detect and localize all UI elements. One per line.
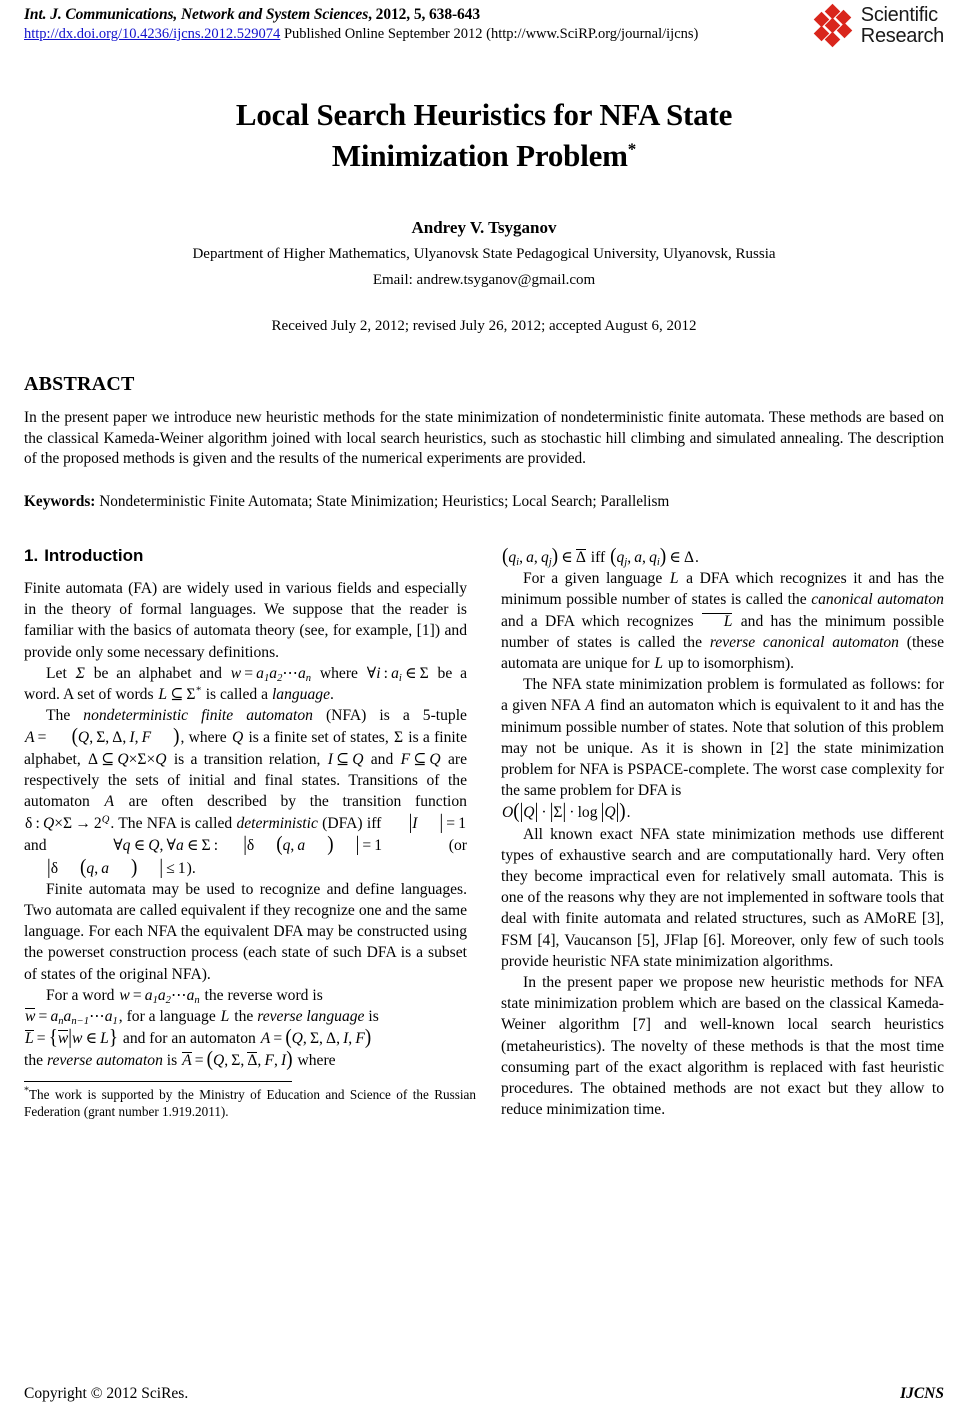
- paragraph-reverse-word: [24, 985, 467, 1006]
- title-line-2-text: Minimization Problem: [331, 138, 628, 173]
- txt: .: [330, 686, 334, 704]
- abstract-heading: ABSTRACT: [24, 373, 135, 395]
- txt: the: [230, 1008, 258, 1026]
- term-deterministic: deterministic: [236, 815, 318, 833]
- math-reverse-word: $w = a_na_{n-1}\cdots a_1$: [25, 1008, 118, 1028]
- term-reverse-automaton: reverse automaton: [46, 1052, 163, 1070]
- txt: is: [162, 1052, 182, 1070]
- txt: . The NFA is called: [110, 815, 237, 833]
- journal-abbreviation: IJCNS: [900, 1385, 944, 1402]
- math-word-w-2: $w = a_1a_2\cdots a_n$: [119, 986, 200, 1006]
- footnote-rule: [24, 1081, 292, 1082]
- txt: and: [24, 837, 113, 855]
- txt: where: [312, 664, 366, 682]
- term-nfa: nondeterministic finite automaton: [83, 707, 313, 725]
- journal-volume-pages: , 2012, 5, 638-643: [368, 6, 480, 23]
- section-1-title: Introduction: [44, 546, 144, 565]
- txt: is called a: [201, 686, 272, 704]
- txt: are respectively the sets of initial and final states. Transitions of the automaton: [24, 750, 467, 811]
- submission-dates: Received July 2, 2012; revised July 26, 2012; accepted August 6, 2012: [271, 318, 697, 334]
- txt: find an automaton which is equivalent to it and has the minimum possible number of states. Note that solution of this problem may not be unique. As it is shown in [2] the state minimization problem for NFA is PSPACE-complete. The worst case complexity for the same problem for DFA is: [501, 697, 945, 800]
- paragraph-reverse-automaton: [24, 1049, 467, 1071]
- math-L: L: [220, 1008, 230, 1026]
- math-sigma-2: Σ: [393, 729, 404, 747]
- keywords-text: Nondeterministic Finite Automata; State Minimization; Heuristics; Local Search; Parallelism: [95, 492, 670, 510]
- paragraph-reverse-lang: [24, 1006, 467, 1027]
- txt: (these automata are unique for: [501, 633, 944, 673]
- math-delta-subset: Δ ⊆ Q×Σ×Q: [88, 750, 167, 768]
- math-triple-in-reverse-delta: ($q_i$, a, $q_j$) ∈ Δ: [502, 544, 586, 569]
- author-name: Andrey V. Tsyganov: [411, 218, 557, 237]
- math-transition-function: δ : $Q\times\Sigma \to 2^Q$: [25, 814, 110, 833]
- journal-name: Int. J. Communications, Network and System Sciences: [24, 6, 369, 23]
- paragraph-equivalence: Finite automata may be used to recognize and define languages. Two automata are called equivalent if they recognize one and the same language. For each NFA the equivalent DFA may be constructed using the powerset construction process (each state of such DFA is a subset of states of the original NFA).: [24, 880, 467, 983]
- keywords-label: Keywords:: [24, 492, 96, 510]
- math-L-2: L: [669, 570, 679, 588]
- doi-line: [24, 26, 854, 43]
- running-head: [24, 6, 944, 52]
- txt: be a word. A set of words: [24, 664, 467, 704]
- txt: .: [626, 804, 631, 822]
- paragraph-complexity: [501, 801, 944, 823]
- txt: and a DFA which recognizes: [501, 612, 701, 630]
- math-Q: Q: [231, 729, 244, 747]
- paragraph-alphabet-def: [24, 663, 467, 705]
- txt: up to isomorphism).: [664, 655, 795, 673]
- running-head-text: [24, 6, 854, 43]
- math-reverse-automaton-tuple: A = (Q, Σ, Δ, F, I): [182, 1048, 293, 1072]
- txt: and has the minimum possible number of states is called the: [501, 612, 944, 651]
- txt: , where: [180, 729, 231, 747]
- logo-line-1: Scientific: [860, 4, 938, 26]
- term-language: language: [271, 686, 330, 704]
- paragraph-problem-statement: [501, 674, 944, 801]
- txt: where: [293, 1052, 336, 1070]
- title-line-1: Local Search Heuristics for NFA State: [235, 97, 733, 132]
- term-reverse-language: reverse language: [257, 1008, 365, 1026]
- txt: The: [46, 707, 84, 725]
- txt: For a given language: [523, 570, 669, 588]
- math-sigma: Σ: [75, 664, 85, 682]
- txt: ).: [186, 859, 196, 877]
- math-big-O-complexity: O(|Q| · |Σ| · log |Q|): [502, 800, 626, 824]
- paragraph-contribution: In the present paper we propose new heuristic methods for NFA state minimization problem which are based on the classical Kameda-Weiner algorithm [7] and well-known local search heuristics (metaheuristics). The novelty of these methods is that the most time consuming part of the exact algorithm is replaced with fast heuristic procedures. The obtained methods are not exact but they allow to reduce minimization time.: [501, 974, 944, 1119]
- math-tuple-A: A = (Q, Σ, Δ, I, F ): [25, 725, 180, 749]
- paragraph-exact-methods: All known exact NFA state minimization methods use different types of exhaustive search and are computationally hard. Very often they become impractical even for relatively small automata. This is one of the reasons why they are not implemented in software tools that deal with finite automata and related structures, such as AMoRE [3], FSM [4], Vaucanson [5], JFlap [6]. Moreover, only few of such tools provide heuristic NFA state minimization algorithms.: [501, 825, 944, 970]
- txt: (or: [383, 837, 467, 855]
- txt: the reverse word is: [200, 986, 323, 1004]
- page-footer: [24, 1385, 944, 1403]
- column-left: [24, 546, 476, 1120]
- math-forall-q-a: ∀q ∈ Q, ∀a ∈ Σ : |δ (q, a ) | = 1: [113, 833, 383, 857]
- abstract-text: In the present paper we introduce new heuristic methods for the state minimization of nondeterministic finite automata. These methods are based on the classical Kameda-Weiner algorithm joined with local search heuristics, such as stochastic hill climbing and simulated annealing. The description of the proposed methods is given and the results of the numerical experiments are provided.: [24, 409, 944, 467]
- section-1-number: 1.: [24, 546, 39, 565]
- journal-citation-line: [24, 6, 854, 24]
- paper-title: [24, 94, 944, 176]
- title-footnote-marker: *: [627, 139, 637, 159]
- txt: iff: [586, 549, 610, 566]
- footnote-body: The work is supported by the Ministry of Education and Science of the Russian Federation (grant number 1.919.2011).: [24, 1087, 476, 1120]
- txt: be an alphabet and: [85, 664, 230, 682]
- txt: the: [24, 1052, 47, 1070]
- scirp-diamond-icon: [811, 4, 857, 48]
- math-A: A: [104, 793, 115, 811]
- paragraph-intro-1: Finite automata (FA) are widely used in various fields and especially in the theory of formal languages. We suppose that the reader is familiar with the basics of automata theory (see, for example, [1]) and provide only some necessary definitions.: [24, 580, 467, 661]
- keywords-line: [24, 492, 944, 513]
- txt: is a finite set of states,: [244, 729, 393, 747]
- math-language-subset: L ⊆ Σ*: [158, 685, 201, 704]
- txt: , for a language: [118, 1008, 220, 1026]
- math-card-I-eq-1: |I | = 1: [408, 810, 466, 834]
- title-line-2: [24, 135, 944, 176]
- txt: .: [694, 549, 699, 566]
- math-reverse-language-set: L = {w|w ∈ L}: [25, 1025, 118, 1050]
- math-I-subset-Q: I ⊆ Q: [327, 750, 364, 768]
- txt: is a finite alphabet,: [24, 729, 467, 768]
- math-automaton-A-tuple: A = (Q, Σ, Δ, I, F): [260, 1025, 372, 1050]
- txt: (NFA) is a 5-tuple: [312, 707, 467, 725]
- footnote-text: [24, 1086, 476, 1120]
- author-email: Email: andrew.tsyganov@gmail.com: [372, 272, 596, 288]
- logo-wordmark: [861, 5, 944, 47]
- body-columns: [24, 546, 944, 1120]
- txt: (DFA) iff: [317, 815, 386, 833]
- math-card-delta-le-1: |δ (q, a ) | ≤ 1: [47, 855, 186, 879]
- txt: The NFA state minimization problem is formulated as follows: for a given NFA: [501, 676, 944, 715]
- txt: and for an automaton: [119, 1030, 260, 1048]
- footnote-block: [24, 1081, 476, 1120]
- doi-link[interactable]: http://dx.doi.org/10.4236/ijcns.2012.529074: [24, 26, 281, 42]
- paragraph-reverse-lang-def: [24, 1027, 467, 1049]
- txt: and: [364, 750, 400, 768]
- published-online-text: Published Online September 2012 (http://www.SciRP.org/journal/ijcns): [280, 26, 699, 42]
- txt: Let: [46, 664, 75, 682]
- math-F-subset-Q: F ⊆ Q: [400, 750, 441, 768]
- txt: is a transition relation,: [167, 750, 327, 768]
- paragraph-canonical-automaton: [501, 568, 944, 674]
- paragraph-nfa-def: [24, 705, 467, 879]
- math-forall-i: ∀i : $a_i$ ∈ Σ: [366, 664, 429, 684]
- math-triple-in-delta: ($q_j$, a, $q_i$) ∈ Δ: [610, 544, 694, 569]
- txt: For a word: [46, 986, 119, 1004]
- footnote-marker: *: [24, 1086, 29, 1098]
- math-word-w: $w = a_1a_2\cdots a_n$: [230, 664, 312, 684]
- term-canonical-automaton: canonical automaton: [811, 591, 944, 609]
- math-L-3: L: [654, 655, 664, 673]
- column-right: [501, 546, 944, 1120]
- paragraph-delta-iff: [501, 546, 944, 568]
- section-1-heading: [24, 546, 467, 566]
- publisher-logo: [811, 4, 944, 48]
- copyright-text: Copyright © 2012 SciRes.: [24, 1385, 189, 1402]
- txt: is: [364, 1008, 379, 1026]
- math-A-2: A: [585, 697, 595, 715]
- txt: are often described by the transition function: [115, 793, 467, 811]
- math-L-overline: L: [701, 613, 734, 630]
- logo-line-2: Research: [860, 25, 944, 47]
- author-affiliation: Department of Higher Mathematics, Ulyanovsk State Pedagogical University, Ulyanovsk, Russia: [192, 246, 776, 262]
- txt: a DFA which recognizes it and has the minimum possible number of states is called the: [501, 570, 944, 609]
- term-reverse-canonical-automaton: reverse canonical automaton: [709, 633, 899, 651]
